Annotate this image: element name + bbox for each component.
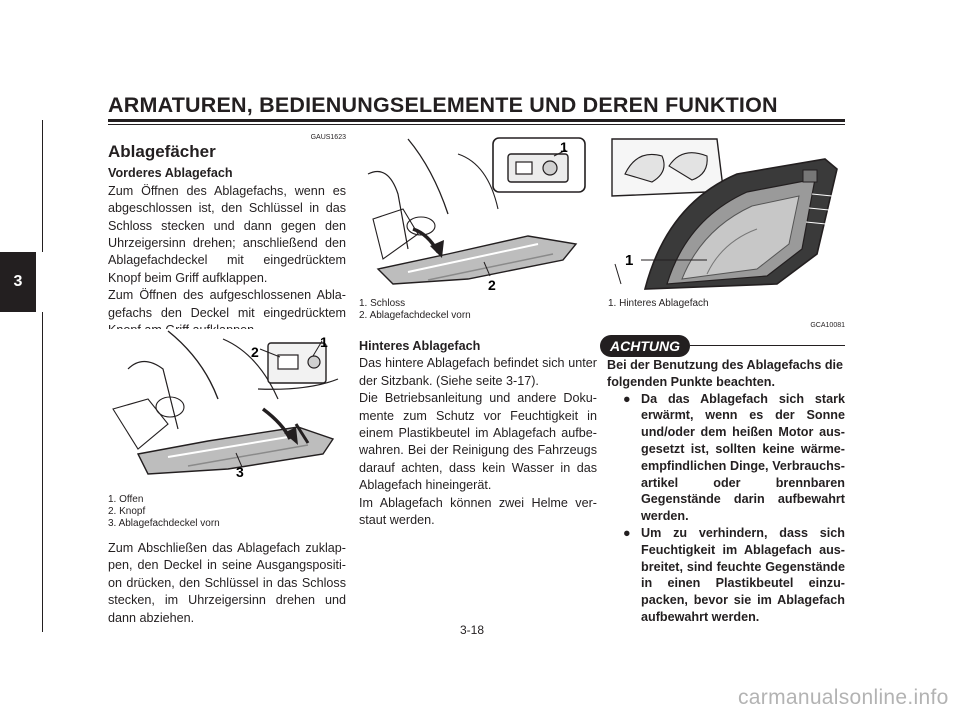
- warning-item: [623, 525, 845, 626]
- header-rule: [108, 119, 845, 122]
- page-header-title: ARMATUREN, BEDIENUNGSELEMENTE UND DEREN FUNKTION: [108, 93, 778, 117]
- warning-text: Um zu verhindern, dass sich Feuchtigkeit im Ablagefach aus-breitet, sind feuchte Gegenstände in einen Plastikbeutel einzu-packen, bevor sie im Ablagefach aufbewahrt werden.: [641, 525, 845, 624]
- chapter-tab-line-bottom: [42, 312, 43, 632]
- warning-list: [623, 391, 845, 626]
- left-column: [108, 143, 346, 339]
- warning-block: [607, 357, 845, 626]
- callout-1: 1: [320, 334, 328, 350]
- section-title: Ablagefächer: [108, 142, 216, 161]
- middle-column: [359, 338, 597, 529]
- subhead-front-compartment: Vorderes Ablagefach: [108, 166, 233, 181]
- figure-front-compartment-lock: [358, 134, 598, 296]
- paragraph: Die Betriebsanleitung und andere Doku-mente zum Schutz vor Feuchtigkeit in einem Plastikbeutel im Ablagefach aufbe-wahren. Bei der Reinigung des Fahrzeugs darauf achten, dass kein Wasser in das Ablagefach hineingerät.: [359, 391, 597, 493]
- paragraph: Zum Öffnen des aufgeschlossenen Abla-gefachs den Deckel mit eingedrücktem: [108, 288, 346, 320]
- header-rule-thin: [108, 124, 845, 125]
- left-figure-captions: [108, 494, 346, 530]
- page-number: 3-18: [460, 623, 485, 637]
- caption-item: 1. Offen: [108, 494, 144, 505]
- caption-item: 1. Schloss: [359, 298, 406, 309]
- section-code: GAUS1623: [310, 134, 346, 141]
- achtung-badge: ACHTUNG: [600, 335, 690, 357]
- figure-rear-compartment: [607, 134, 847, 296]
- right-figure-captions: [608, 298, 846, 310]
- callout-3: 3: [236, 464, 244, 480]
- caption-item: 2. Knopf: [108, 506, 146, 517]
- bullet-icon: ●: [623, 391, 631, 406]
- chapter-tab: 3: [0, 252, 36, 312]
- warning-code: GCA10081: [810, 322, 845, 329]
- subhead-rear-compartment: Hinteres Ablagefach: [359, 339, 481, 353]
- caption-item: 2. Ablagefachdeckel vorn: [359, 310, 471, 321]
- paragraph: Das hintere Ablagefach befindet sich unter der Sitzbank. (Siehe seite 3-17).: [359, 356, 597, 388]
- caption-item: 3. Ablagefachdeckel vorn: [108, 518, 220, 529]
- callout-1: 1: [560, 139, 568, 155]
- warning-text: Da das Ablagefach sich stark erwärmt, wenn es der Sonne und/oder dem heißen Motor aus-gesetzt ist, sollten keine wärme-empfindlichen Dinge, Verbrauchs-artikel oder brennbaren Gegenstände darin aufbewahrt werden.: [641, 391, 845, 524]
- caption-item: 1. Hinteres Ablagefach: [608, 298, 709, 309]
- achtung-rule: [690, 345, 845, 346]
- callout-2: 2: [251, 344, 259, 360]
- watermark[interactable]: carmanualsonline.info: [738, 686, 949, 709]
- callout-2: 2: [488, 277, 496, 293]
- paragraph: Zum Öffnen des Ablagefachs, wenn es abgeschlossen ist, den Schlüssel in das Schloss stecken und dann gegen den Uhrzeigersinn drehen; anschließend den Ablagefachdeckel mit eingedrücktem Knopf beim Griff aufklappen.: [108, 183, 346, 285]
- paragraph: Zum Abschließen das Ablagefach zuklap-pen, den Deckel in seine Ausgangspositi-on drücken, den Schlüssel in das Schloss stecken, im Uhrzeigersinn drehen und dann abziehen.: [108, 541, 346, 625]
- warning-intro: Bei der Benutzung des Ablagefachs die folgenden Punkte beachten.: [607, 358, 844, 389]
- paragraph: Im Ablagefach können zwei Helme ver-staut werden.: [359, 495, 597, 528]
- figure-front-compartment-open: [108, 329, 348, 492]
- bullet-icon: ●: [623, 525, 631, 540]
- left-column-bottom: [108, 540, 346, 627]
- middle-figure-captions: [359, 298, 597, 322]
- callout-1: 1: [625, 252, 634, 269]
- warning-item: [623, 391, 845, 525]
- chapter-tab-line-top: [42, 120, 43, 252]
